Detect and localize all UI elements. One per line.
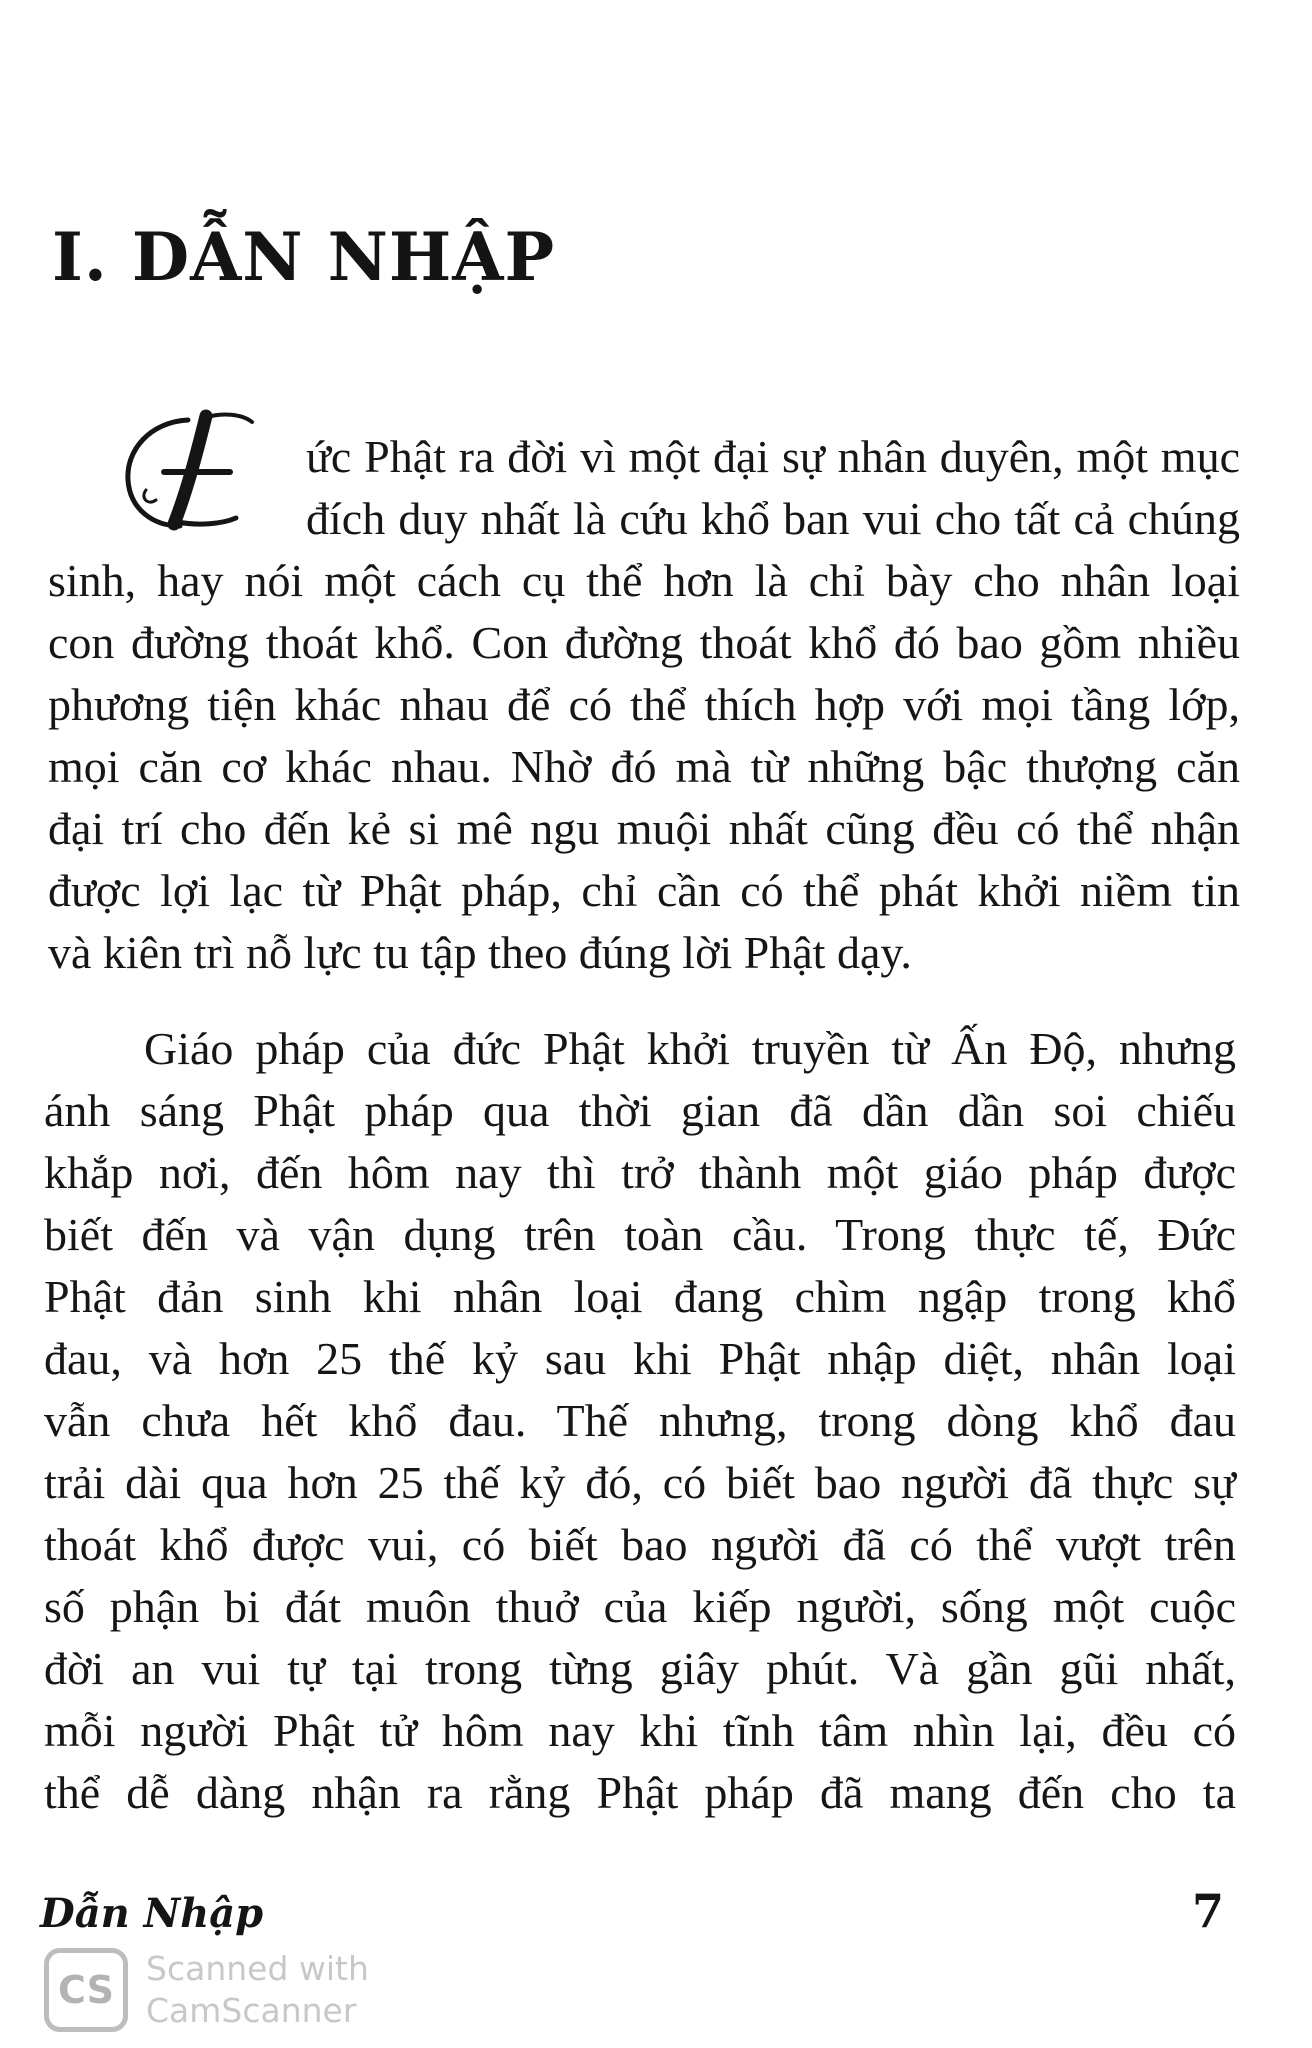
watermark-text xyxy=(146,1948,369,2032)
paragraph-1 xyxy=(48,426,1240,984)
watermark-line-1: Scanned with xyxy=(146,1949,369,1988)
text-line: Giáo pháp của đức Phật khởi truyền từ Ấn Độ, nhưng xyxy=(144,1023,1236,1074)
text-line: được lợi lạc từ Phật pháp, chỉ cần có thể phát khởi niềm tin xyxy=(48,865,1240,916)
text-line: con đường thoát khổ. Con đường thoát khổ đó bao gồm nhiều xyxy=(48,617,1240,668)
text-line: biết đến và vận dụng trên toàn cầu. Trong thực tế, Đức xyxy=(44,1209,1236,1260)
text-line: đích duy nhất là cứu khổ ban vui cho tất cả chúng xyxy=(306,493,1240,544)
text-line: mọi căn cơ khác nhau. Nhờ đó mà từ những bậc thượng căn xyxy=(48,741,1240,792)
running-footer-title: Dẫn Nhập xyxy=(40,1890,264,1937)
paragraph-2 xyxy=(44,1018,1236,1824)
text-line: thể dễ dàng nhận ra rằng Phật pháp đã mang đến cho ta xyxy=(44,1767,1236,1818)
watermark-line-2: CamScanner xyxy=(146,1991,357,2030)
camscanner-logo-icon: CS xyxy=(44,1948,128,2032)
text-line: ức Phật ra đời vì một đại sự nhân duyên, một mục xyxy=(306,431,1240,482)
text-line: trải dài qua hơn 25 thế kỷ đó, có biết bao người đã thực sự xyxy=(44,1457,1236,1508)
camscanner-watermark xyxy=(44,1948,369,2032)
text-line: thoát khổ được vui, có biết bao người đã có thể vượt trên xyxy=(44,1519,1236,1570)
text-line: khắp nơi, đến hôm nay thì trở thành một giáo pháp được xyxy=(44,1147,1236,1198)
text-line: số phận bi đát muôn thuở của kiếp người, sống một cuộc xyxy=(44,1581,1236,1632)
text-line: vẫn chưa hết khổ đau. Thế nhưng, trong dòng khổ đau xyxy=(44,1395,1236,1446)
text-line: Phật đản sinh khi nhân loại đang chìm ngập trong khổ xyxy=(44,1271,1236,1322)
text-line: phương tiện khác nhau để có thể thích hợp với mọi tầng lớp, xyxy=(48,679,1240,730)
text-line: ánh sáng Phật pháp qua thời gian đã dần dần soi chiếu xyxy=(44,1085,1236,1136)
text-line: đại trí cho đến kẻ si mê ngu muội nhất cũng đều có thể nhận xyxy=(48,803,1240,854)
text-line: sinh, hay nói một cách cụ thể hơn là chỉ bày cho nhân loại xyxy=(48,555,1240,606)
text-line: đời an vui tự tại trong từng giây phút. Và gần gũi nhất, xyxy=(44,1643,1236,1694)
page-number: 7 xyxy=(1192,1884,1225,1938)
text-line: đau, và hơn 25 thế kỷ sau khi Phật nhập diệt, nhân loại xyxy=(44,1333,1236,1384)
text-line: và kiên trì nỗ lực tu tập theo đúng lời Phật dạy. xyxy=(48,927,912,978)
chapter-heading: I. DẪN NHẬP xyxy=(52,218,556,296)
text-line: mỗi người Phật tử hôm nay khi tĩnh tâm nhìn lại, đều có xyxy=(44,1705,1236,1756)
